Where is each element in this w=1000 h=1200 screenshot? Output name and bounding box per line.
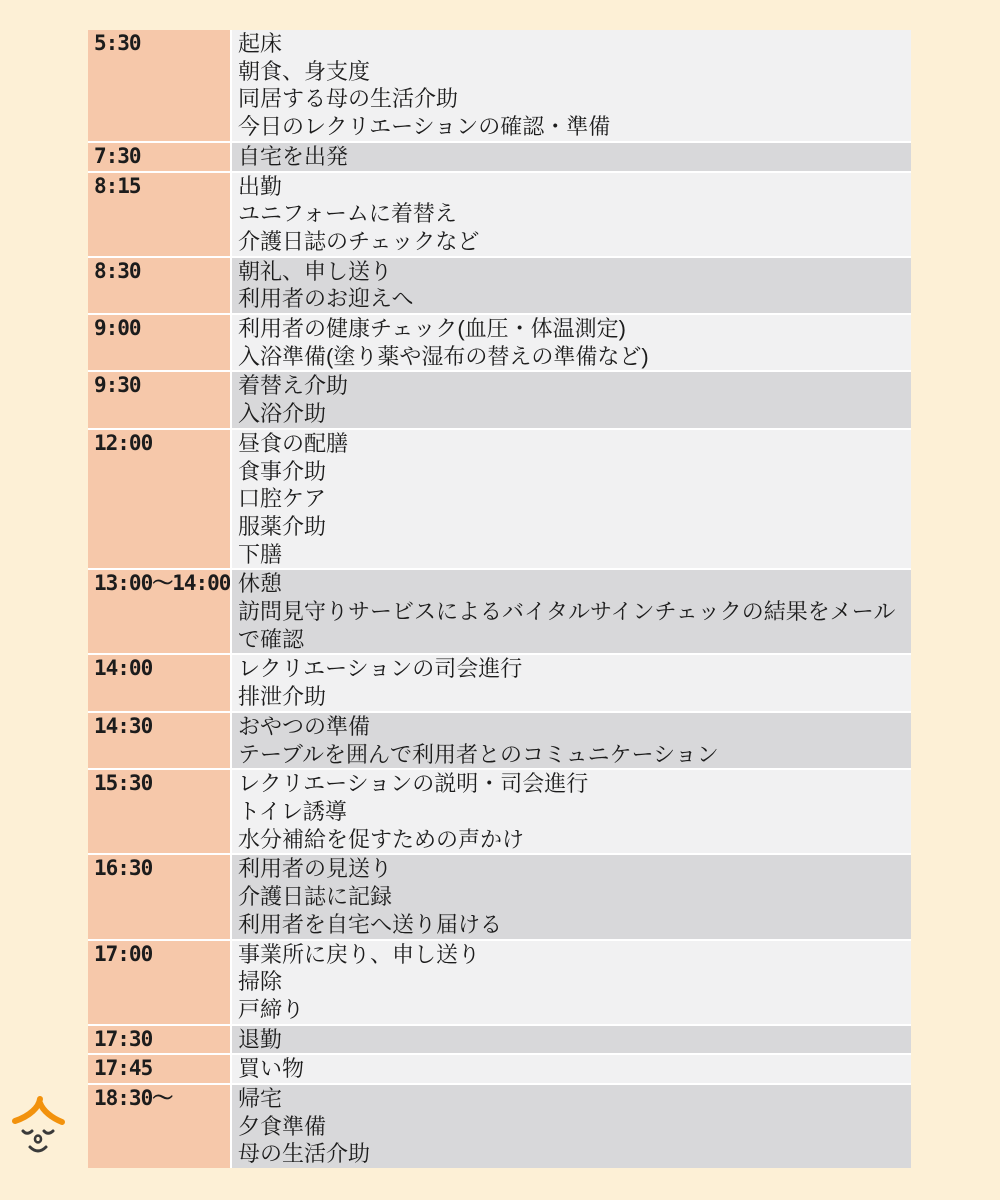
schedule-row [88,855,911,938]
schedule-row [88,315,911,370]
schedule-row [88,1085,911,1168]
activity-cell [232,430,911,569]
activity-line: 自宅を出発 [238,143,349,169]
time-cell: 9:30 [88,372,230,427]
time-cell: 18:30〜 [88,1085,230,1168]
schedule-row [88,1055,911,1083]
left-eye [23,1131,32,1133]
activity-line: 退勤 [238,1026,283,1052]
activity-line: 訪問見守りサービスによるバイタルサインチェックの結果をメールで確認 [238,599,896,652]
schedule-row [88,713,911,768]
person-face-mascot-icon [8,1094,68,1158]
schedule-row [88,143,911,171]
activity-line: 昼食の配膳 [238,430,349,456]
activity-line: テーブルを囲んで利用者とのコミュニケーション [238,741,719,767]
activity-line: 朝食、身支度 [238,58,371,84]
activity-line: トイレ誘導 [238,798,347,824]
time-cell: 9:00 [88,315,230,370]
time-cell: 8:15 [88,173,230,256]
activity-cell [232,855,911,938]
schedule-row [88,570,911,653]
schedule-row [88,430,911,569]
time-cell: 13:00〜14:00 [88,570,230,653]
activity-cell [232,1055,911,1083]
activity-cell [232,655,911,710]
activity-line: 下膳 [238,541,283,567]
time-cell: 15:30 [88,770,230,853]
activity-cell [232,941,911,1024]
activity-line: 食事介助 [238,458,327,484]
activity-line: 掃除 [238,969,283,995]
activity-line: 入浴介助 [238,401,327,427]
schedule-row [88,1026,911,1054]
schedule-row [88,258,911,313]
activity-line: 服薬介助 [238,513,327,539]
activity-line: おやつの準備 [238,713,371,739]
activity-line: 夕食準備 [238,1113,327,1139]
time-cell: 7:30 [88,143,230,171]
activity-line: 休憩 [238,571,283,597]
activity-line: 今日のレクリエーションの確認・準備 [238,114,611,140]
activity-line: 朝礼、申し送り [238,258,393,284]
activity-cell [232,143,911,171]
activity-line: レクリエーションの説明・司会進行 [238,771,589,797]
activity-line: 起床 [238,31,283,56]
right-eye [44,1131,53,1133]
time-cell: 12:00 [88,430,230,569]
activity-cell [232,713,911,768]
activity-line: 利用者の見送り [238,856,393,882]
activity-line: 母の生活介助 [238,1141,371,1167]
activity-cell [232,173,911,256]
activity-line: 帰宅 [238,1086,283,1112]
activity-line: 入浴準備(塗り薬や湿布の替えの準備など) [238,343,649,369]
activity-cell [232,1026,911,1054]
activity-cell [232,1085,911,1168]
time-cell: 16:30 [88,855,230,938]
activity-line: 排泄介助 [238,684,327,710]
schedule-row [88,655,911,710]
schedule-row [88,372,911,427]
activity-line: 介護日誌のチェックなど [238,228,480,254]
activity-line: 同居する母の生活介助 [238,86,459,112]
time-cell: 14:30 [88,713,230,768]
activity-cell [232,770,911,853]
activity-line: 水分補給を促すための声かけ [238,826,525,852]
activity-cell [232,258,911,313]
time-cell: 5:30 [88,30,230,141]
activity-cell [232,315,911,370]
activity-line: 戸締り [238,996,305,1022]
mouth [30,1147,46,1151]
activity-line: 出勤 [238,173,283,199]
activity-line: 介護日誌に記録 [238,884,393,910]
schedule-row [88,770,911,853]
activity-line: ユニフォームに着替え [238,201,457,227]
daily-schedule-table [88,30,911,1168]
time-cell: 17:30 [88,1026,230,1054]
nose [35,1136,41,1143]
schedule-row [88,941,911,1024]
schedule-row [88,30,911,141]
activity-line: 買い物 [238,1056,305,1082]
activity-line: 着替え介助 [238,373,349,399]
time-cell: 14:00 [88,655,230,710]
activity-line: 利用者を自宅へ送り届ける [238,911,503,937]
activity-line: 事業所に戻り、申し送り [238,941,481,967]
activity-line: 口腔ケア [238,486,327,512]
activity-line: 利用者の健康チェック(血圧・体温測定) [238,316,626,342]
activity-cell [232,372,911,427]
time-cell: 17:00 [88,941,230,1024]
schedule-row [88,173,911,256]
activity-cell [232,570,911,653]
activity-cell [232,30,911,141]
activity-line: レクリエーションの司会進行 [238,656,523,682]
activity-line: 利用者のお迎えへ [238,286,414,312]
time-cell: 17:45 [88,1055,230,1083]
time-cell: 8:30 [88,258,230,313]
